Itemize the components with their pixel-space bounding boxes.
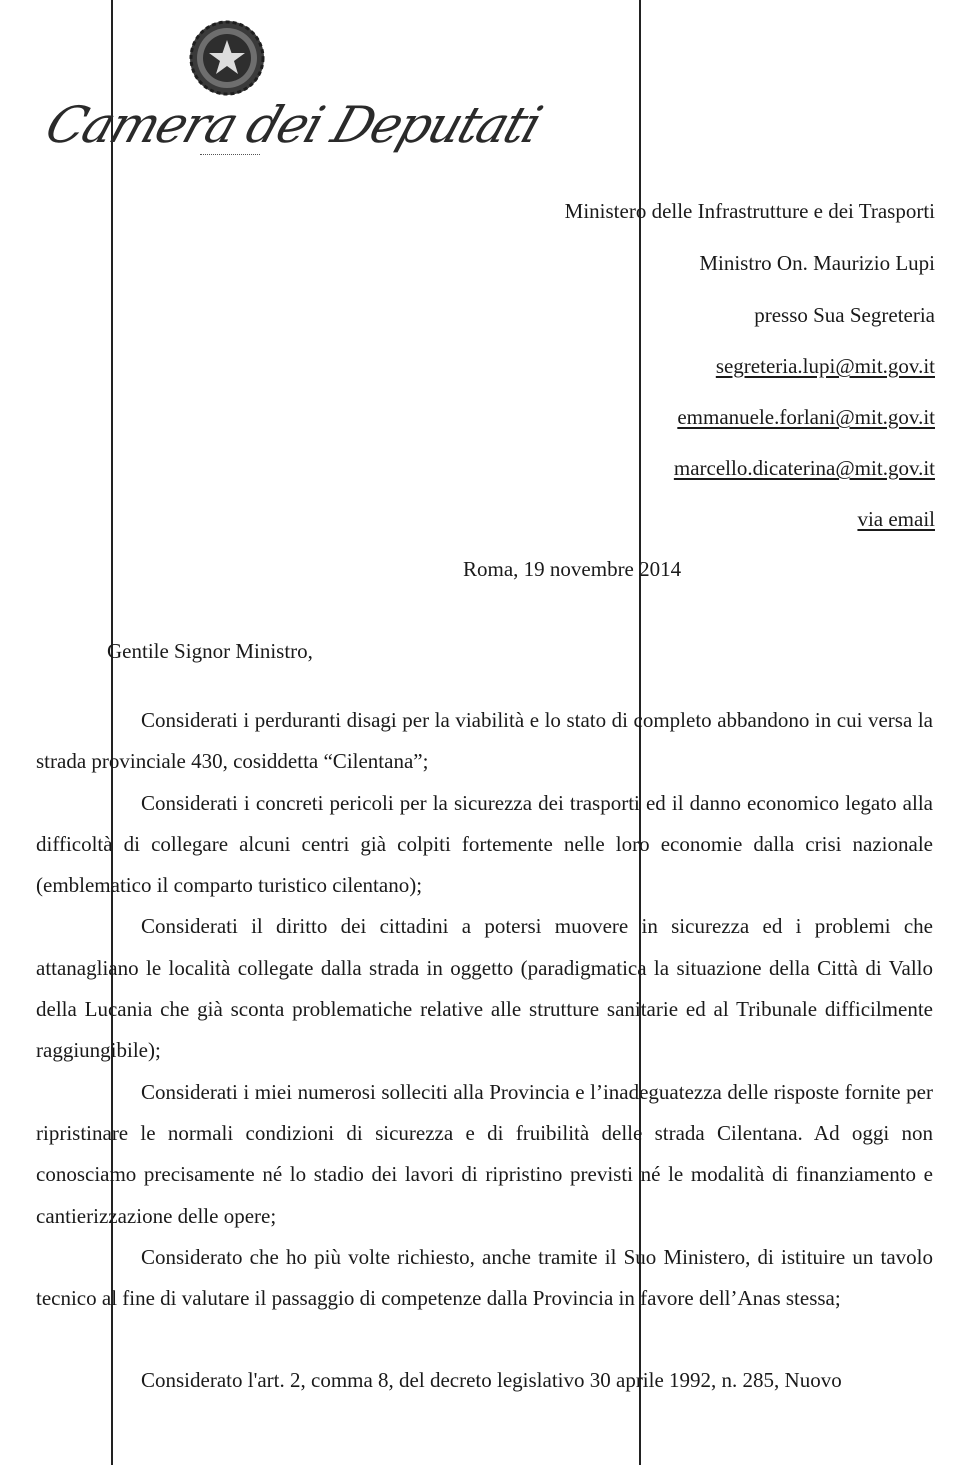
letter-body — [36, 700, 933, 1402]
recipient-email-1: segreteria.lupi@mit.gov.it — [715, 354, 935, 378]
letter-greeting: Gentile Signor Ministro, — [107, 639, 313, 663]
paragraph: Considerato che ho più volte richiesto, anche tramite il Suo Ministero, di istituire un tavolo tecnico al fine di valutare il passaggio di competenze dalla Provincia in favore dell’Anas stessa; — [36, 1244, 933, 1311]
paragraph: Considerato l'art. 2, comma 8, del decreto legislativo 30 aprile 1992, n. 285, Nuovo — [141, 1368, 842, 1393]
delivery-method: via email — [857, 507, 935, 531]
recipient-ministry: Ministero delle Infrastrutture e dei Trasporti — [564, 199, 935, 223]
recipient-minister: Ministro On. Maurizio Lupi — [699, 251, 935, 275]
logo-underline — [200, 154, 260, 155]
paragraph: Considerati i concreti pericoli per la sicurezza dei trasporti ed il danno economico legato alla difficoltà di collegare alcuni centri già colpiti fortemente nelle loro economie dalla crisi nazionale (emblematico il comparto turistico cilentano); — [36, 790, 933, 898]
letter-date: Roma, 19 novembre 2014 — [463, 557, 682, 581]
recipient-office: presso Sua Segreteria — [754, 303, 935, 327]
paragraph: Considerati i miei numerosi solleciti alla Provincia e l’inadeguatezza delle risposte fornite per ripristinare le normali condizioni di sicurezza e di fruibilità delle strada Cilentana. Ad oggi non conosciamo precisamente né lo stadio dei lavori di ripristino previsti né le modalità di finanziamento e cantierizzazione delle opere; — [36, 1079, 933, 1228]
recipient-email-3: marcello.dicaterina@mit.gov.it — [673, 456, 935, 480]
italian-republic-emblem-icon — [187, 18, 267, 98]
paragraph: Considerati il diritto dei cittadini a potersi muovere in sicurezza ed i problemi che attanagliano le località collegate dalla strada in oggetto (paradigmatica la situazione della Città di Vallo della Lucania che già sconta problematiche relative alle strutture sanitarie ed al Tribunale difficilmente raggiungibile); — [36, 914, 933, 1063]
paragraph: Considerati i perduranti disagi per la viabilità e lo stato di completo abbandono in cui versa la strada provinciale 430, cosiddetta “Cilentana”; — [36, 708, 933, 774]
recipient-email-2: emmanuele.forlani@mit.gov.it — [677, 405, 935, 429]
camera-dei-deputati-logo: Camera dei Deputati — [38, 96, 548, 154]
